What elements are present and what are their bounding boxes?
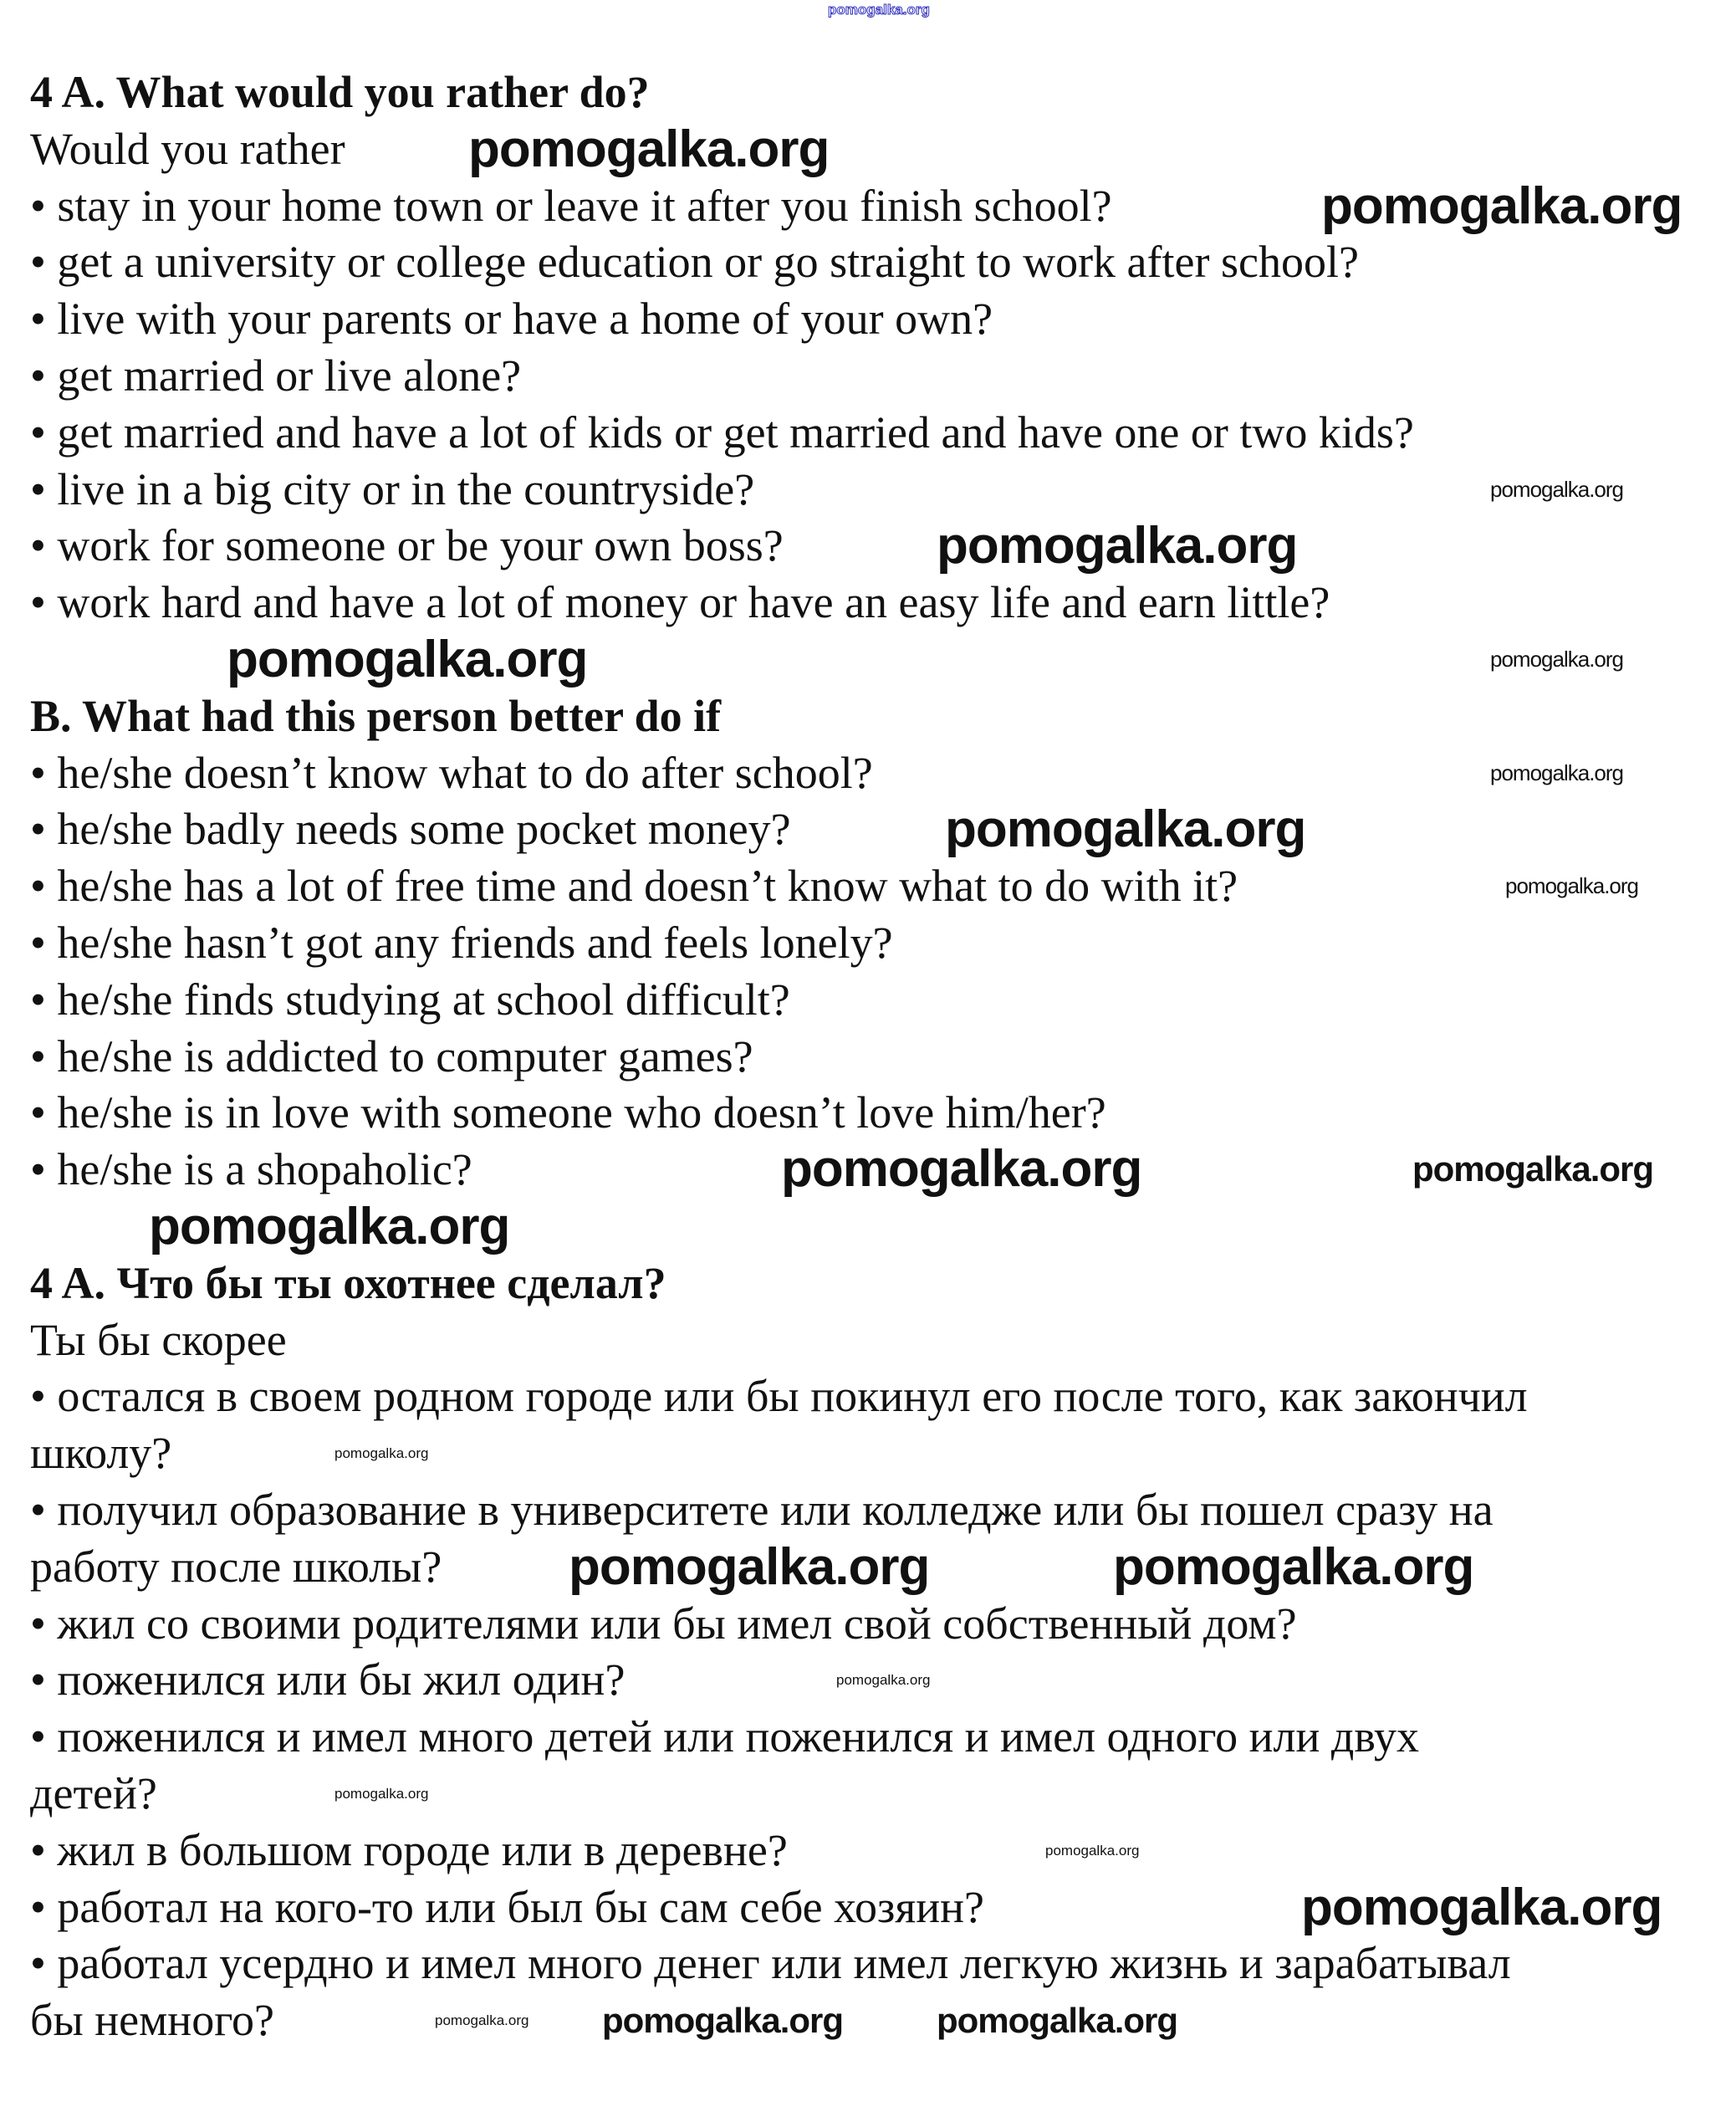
watermark: pomogalka.org bbox=[227, 631, 588, 688]
watermark: pomogalka.org bbox=[1412, 1149, 1654, 1189]
list-line: • работал на кого-то или был бы сам себе хозяин? bbox=[30, 1881, 984, 1932]
watermark: pomogalka.org bbox=[334, 1786, 429, 1802]
list-line: • остался в своем родном городе или бы покинул его после того, как закончил bbox=[30, 1371, 1528, 1422]
list-item: • stay in your home town or leave it after you finish school? bbox=[30, 180, 1112, 231]
list-item: • work for someone or be your own boss? bbox=[30, 520, 784, 571]
watermark: pomogalka.org bbox=[937, 517, 1298, 575]
list-item: • he/she is a shopaholic? bbox=[30, 1144, 472, 1195]
list-item: • live with your parents or have a home of your own? bbox=[30, 294, 993, 345]
watermark: pomogalka.org bbox=[1301, 1878, 1662, 1936]
watermark: pomogalka.org bbox=[1490, 647, 1623, 672]
list-item: • get married or live alone? bbox=[30, 350, 522, 401]
watermark: pomogalka.org bbox=[1490, 476, 1623, 502]
watermark: pomogalka.org bbox=[828, 2, 930, 18]
document-body bbox=[30, 64, 1719, 2049]
list-item: • work hard and have a lot of money or have an easy life and earn little? bbox=[30, 577, 1330, 628]
watermark: pomogalka.org bbox=[602, 2001, 844, 2041]
list-line: детей? bbox=[30, 1767, 157, 1818]
list-line: • жил в большом городе или в деревне? bbox=[30, 1824, 788, 1875]
list-item: • get a university or college education or go straight to work after school? bbox=[30, 237, 1359, 288]
watermark: pomogalka.org bbox=[1505, 873, 1638, 899]
section-ru-heading: 4 A. Что бы ты охотнее сделал? bbox=[30, 1257, 666, 1308]
list-line: работу после школы? bbox=[30, 1541, 442, 1592]
watermark: pomogalka.org bbox=[937, 2001, 1178, 2041]
list-line: • работал усердно и имел много денег или имел легкую жизнь и зарабатывал bbox=[30, 1938, 1511, 1989]
list-line: • поженился и имел много детей или поженился и имел одного или двух bbox=[30, 1711, 1420, 1762]
section-a-heading: 4 A. What would you rather do? bbox=[30, 67, 650, 117]
list-item: • he/she doesn’t know what to do after school? bbox=[30, 747, 873, 798]
section-a-intro: Would you rather bbox=[30, 123, 345, 174]
watermark: pomogalka.org bbox=[781, 1140, 1142, 1199]
list-line: бы немного? bbox=[30, 1995, 274, 2046]
list-item: • get married and have a lot of kids or get married and have one or two kids? bbox=[30, 407, 1414, 458]
list-item: • he/she is in love with someone who doesn’t love him/her? bbox=[30, 1087, 1106, 1138]
watermark: pomogalka.org bbox=[945, 800, 1306, 859]
list-item: • he/she has a lot of free time and doesn’t know what to do with it? bbox=[30, 861, 1238, 912]
watermark: pomogalka.org bbox=[468, 120, 830, 178]
watermark: pomogalka.org bbox=[435, 2012, 529, 2029]
watermark: pomogalka.org bbox=[1045, 1842, 1140, 1859]
list-line: • жил со своими родителями или бы имел свой собственный дом? bbox=[30, 1598, 1297, 1649]
watermark: pomogalka.org bbox=[149, 1198, 510, 1255]
list-line: • поженился или бы жил один? bbox=[30, 1654, 625, 1705]
list-item: • he/she hasn’t got any friends and feels lonely? bbox=[30, 917, 893, 968]
watermark: pomogalka.org bbox=[569, 1537, 930, 1596]
watermark: pomogalka.org bbox=[1113, 1537, 1474, 1596]
list-line: • получил образование в университете или колледже или бы пошел сразу на bbox=[30, 1484, 1493, 1535]
section-ru-intro: Ты бы скорее bbox=[30, 1314, 287, 1365]
list-item: • live in a big city or in the countryside? bbox=[30, 463, 755, 514]
section-b-heading: B. What had this person better do if bbox=[30, 690, 722, 741]
watermark: pomogalka.org bbox=[836, 1672, 931, 1689]
list-item: • he/she badly needs some pocket money? bbox=[30, 804, 791, 855]
list-item: • he/she is addicted to computer games? bbox=[30, 1030, 753, 1081]
watermark: pomogalka.org bbox=[1490, 759, 1623, 785]
watermark: pomogalka.org bbox=[1321, 176, 1682, 235]
watermark: pomogalka.org bbox=[334, 1445, 429, 1462]
list-item: • he/she finds studying at school difficult? bbox=[30, 974, 790, 1025]
list-line: школу? bbox=[30, 1428, 172, 1479]
